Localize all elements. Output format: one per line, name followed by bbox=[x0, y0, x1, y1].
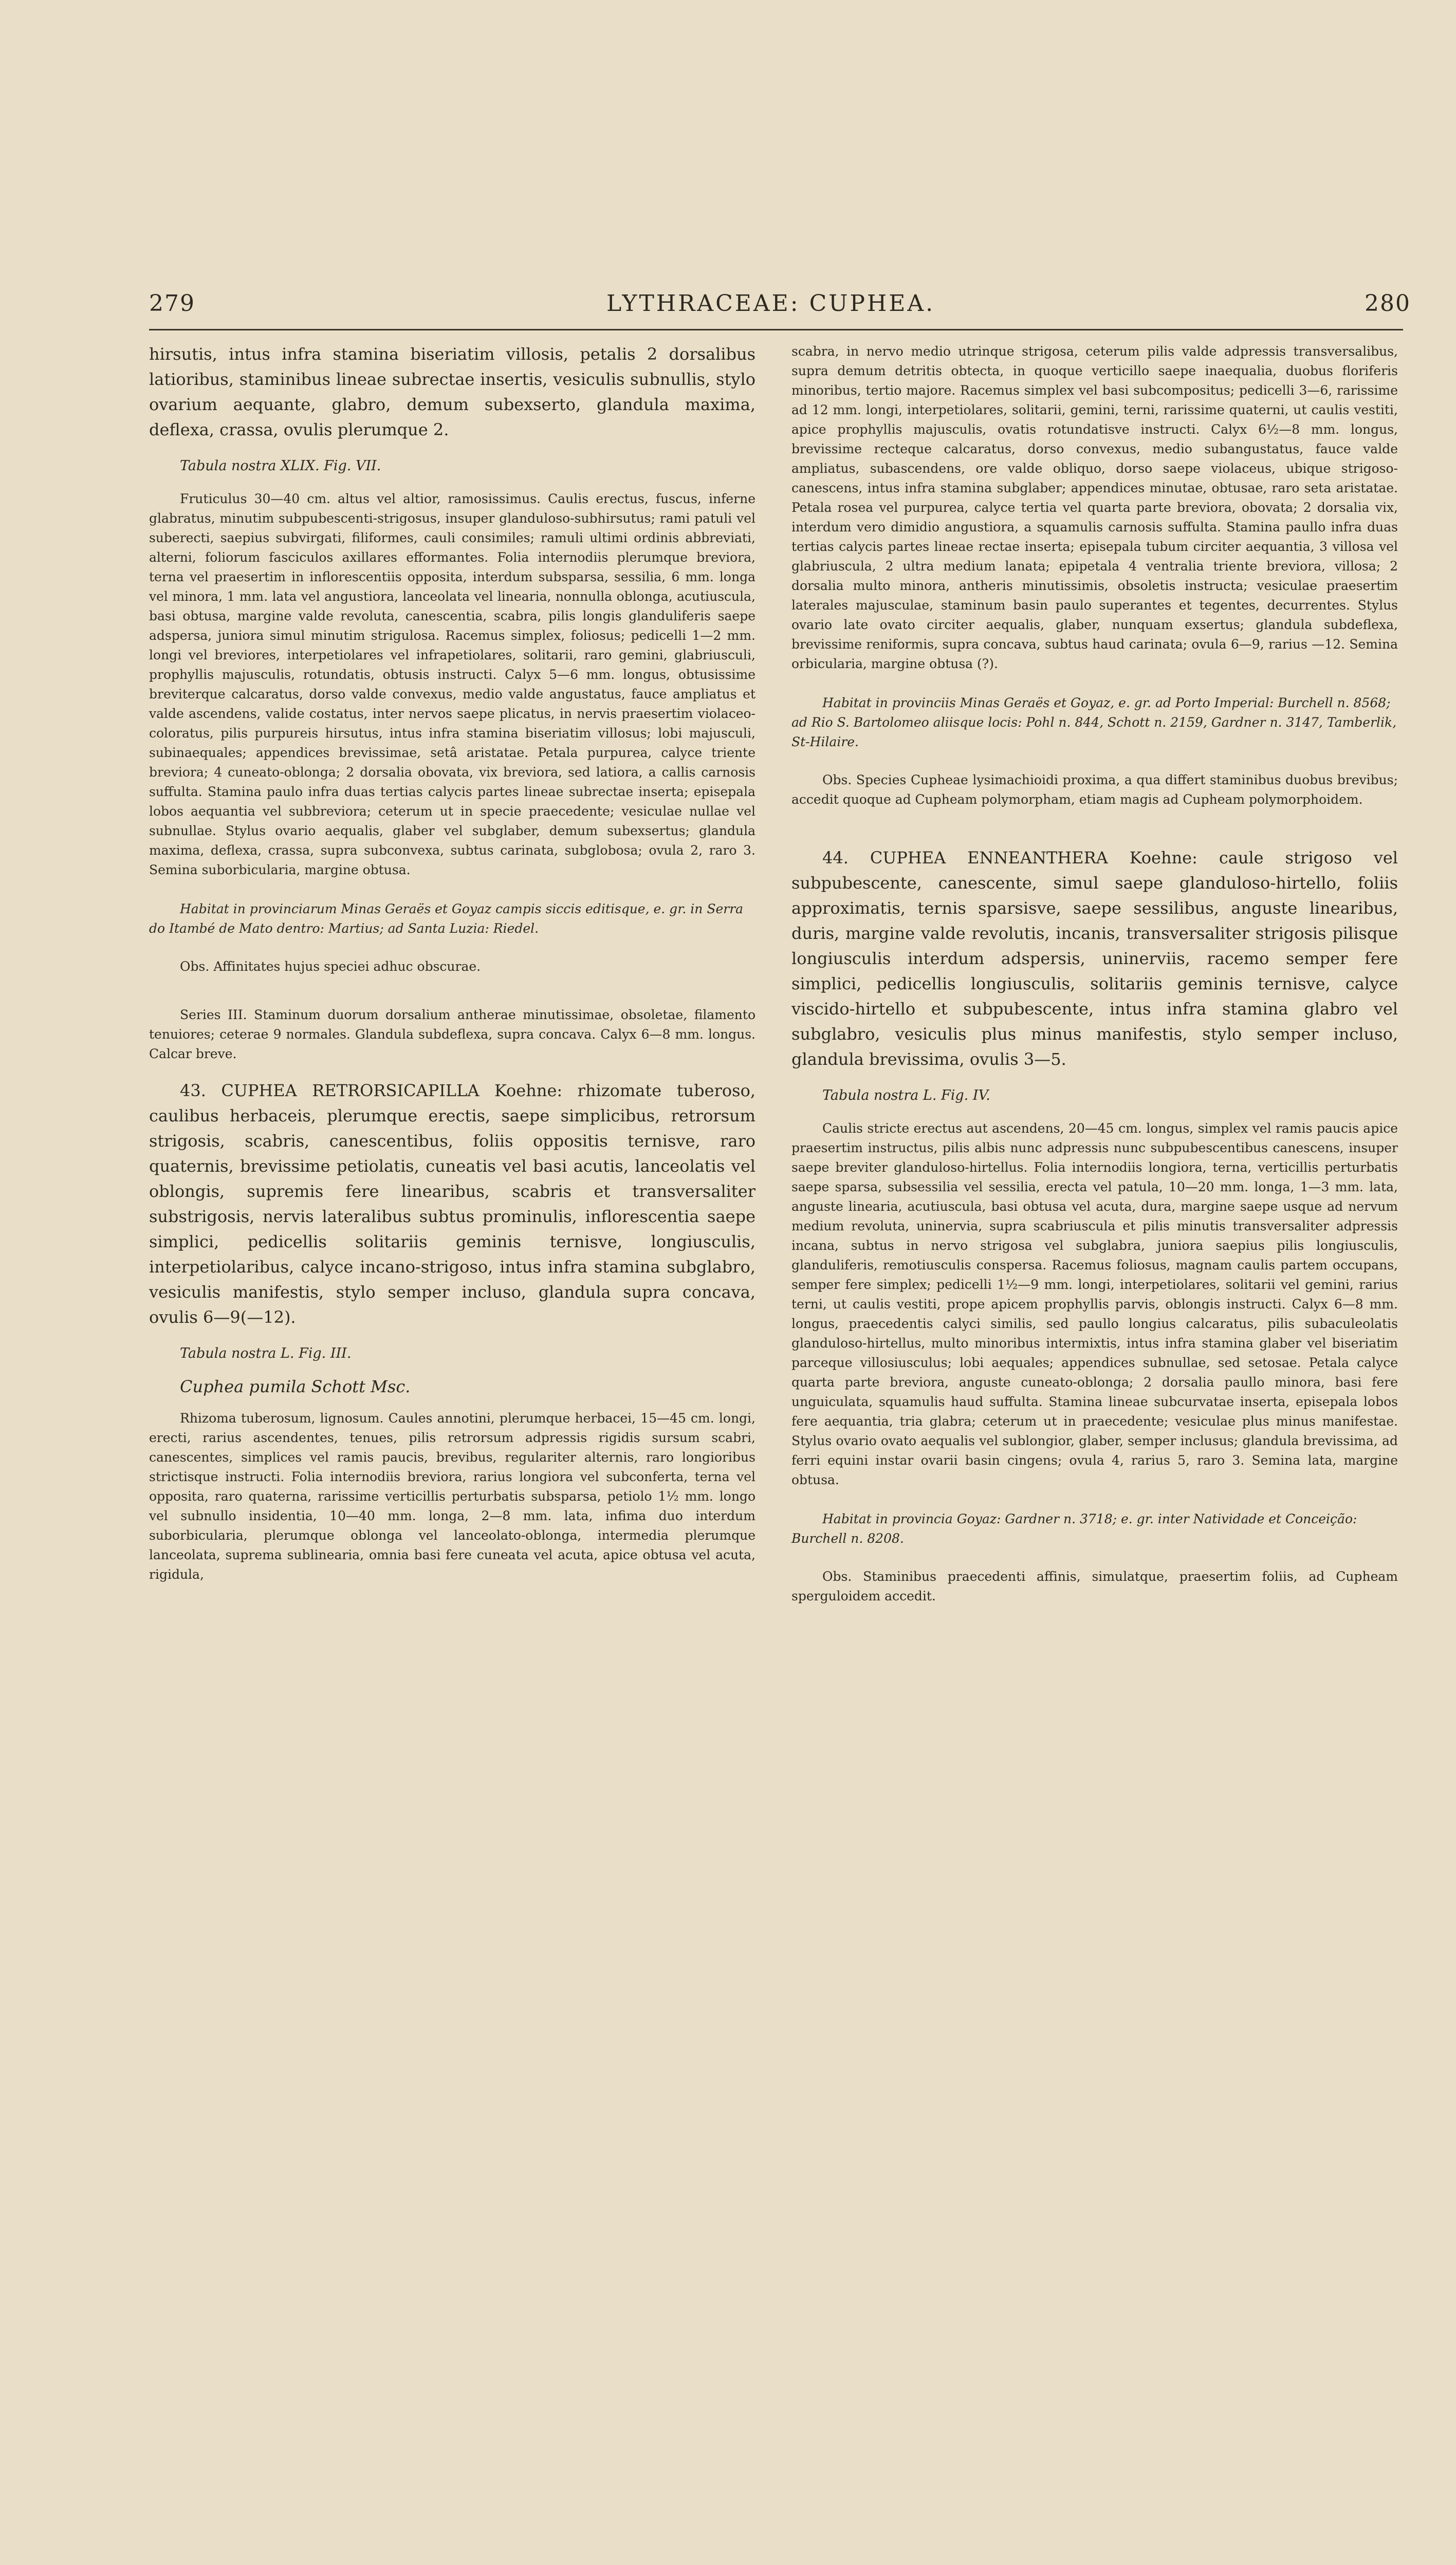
species-44-observation-paragraph: Obs. Staminibus praecedenti affinis, simulatque, praesertim foliis, ad Cupheam sperguloidem accedit. bbox=[791, 1569, 1398, 1603]
species-43-description: Rhizoma tuberosum, lignosum. Caules annotini, plerumque herbacei, 15—45 cm. longi, erecti, rarius ascendentes, tenues, pilis retrorsum adpressis rigidis sursum scabri, canescentes, simplices vel ramis paucis, brevibus, regulariter alternis, raro longioribus strictisque instructi. Folia internodiis breviora, rarius longiora vel subconferta, terna vel opposita, raro quaterna, rarissime verticillis perturbatis subsparsa, petiolo 1½ mm. longo vel subnullo insidentia, 10—40 mm. longa, 2—8 mm. lata, infima duo interdum suborbicularia, plerumque oblonga vel lanceolato-oblonga, intermedia plerumque lanceolata, suprema sublinearia, omnia basi fere cuneata vel acuta, apice obtusa vel acuta, rigidula, bbox=[149, 1411, 755, 1582]
left-description-paragraph: Fruticulus 30—40 cm. altus vel altior, ramosissimus. Caulis erectus, fuscus, inferne glabratus, minutim subpubescenti-strigosus, insuper glanduloso-subhirsutus; rami patuli vel suberecti, saepius subvirgati, filiformes, cauli consimiles; ramuli ultimi ordinis abbreviati, alterni, foliorum fasciculos axillares efformantes. Folia internodiis plerumque breviora, terna vel praesertim in inflorescentiis opposita, interdum subsparsa, sessilia, 6 mm. longa vel minora, 1 mm. lata vel angustiora, lanceolata vel linearia, nonnulla oblonga, acutiuscula, basi obtusa, margine valde revoluta, canescentia, scabra, pilis longis glanduliferis saepe adspersa, juniora simul minutim strigulosa. Racemus simplex, foliosus; pedicelli 1—2 mm. longi vel breviores, interpetiolares vel infrapetiolares, solitarii, raro gemini, glabriusculi, prophyllis majusculis, rotundatis, obtusis instructi. Calyx 5—6 mm. longus, obtusissime breviterque calcaratus, dorso valde convexus, medio valde angustatus, fauce ampliatus et valde ascendens, valide costatus, inter nervos saepe plicatus, in nervis praesertim violaceo-coloratus, pilis purpureis hirsutus, intus infra stamina biseriatim villosus; lobi majusculi, subinaequales; appendices brevissimae, setâ aristatae. Petala purpurea, calyce triente breviora; 4 cuneato-oblonga; 2 dorsalia obovata, vix breviora, sed latiora, a callis carnosis suffulta. Stamina paulo infra duas tertias calycis partes lineae subrectae inserta; episepala lobos aequantia vel subbreviora; ceterum ut in specie praecedente; vesiculae nullae vel subnullae. Stylus ovario aequalis, glaber vel subglaber, demum subexsertus; glandula maxima, deflexa, crassa, supra subconvexa, subtus carinata, subglobosa; ovula 2, raro 3. Semina suborbicularia, margine obtusa. bbox=[149, 491, 755, 877]
species-43-diagnosis: 43. CUPHEA RETRORSICAPILLA Koehne: rhizomate tuberoso, caulibus herbaceis, plerumque erectis, saepe simplicibus, retrorsum strigosis, scabris, canescentibus, foliis oppositis ternisve, raro quaternis, brevissime petiolatis, cuneatis vel basi acutis, lanceolatis vel oblongis, supremis fere linearibus, scabris et transversaliter substrigosis, nervis lateralibus subtus prominulis, inflorescentia saepe simplici, pedicellis solitariis geminis ternisve, longiusculis, interpetiolaribus, calyce incano-strigoso, intus infra stamina subglabro, vesiculis manifestis, stylo semper incluso, glandula supra concava, ovulis 6—9(—12). bbox=[149, 1081, 755, 1327]
species-44-habitat-paragraph: Habitat in provincia Goyaz: Gardner n. 3718; e. gr. inter Natividade et Conceição: Burchell n. 8208. bbox=[791, 1511, 1357, 1546]
species-44-description: Caulis stricte erectus aut ascendens, 20—45 cm. longus, simplex vel ramis paucis apice praesertim instructus, pilis albis nunc adpressis nunc subpubescentibus canescens, insuper saepe breviter glanduloso-hirtellus. Folia internodiis longiora, terna, verticillis perturbatis saepe sparsa, subsessilia vel sessilia, erecta vel patula, 10—20 mm. longa, 1—3 mm. lata, anguste linearia, acutiuscula, basi obtusa vel acuta, dura, margine saepe usque ad nervum medium revoluta, uninervia, supra scabriuscula et pilis minutis transversaliter adpressis incana, subtus in nervo strigosa vel subglabra, juniora saepius pilis longiusculis, glanduliferis, remotiusculis conspersa. Racemus foliosus, magnam caulis partem occupans, semper fere simplex; pedicelli 1½—9 mm. longi, interpetiolares, solitarii vel gemini, rarius terni, ut caulis vestiti, prope apicem prophyllis parvis, oblongis instructi. Calyx 6—8 mm. longus, praecedentis calyci similis, sed paullo longius calcaratus, pilis subaculeolatis glanduloso-hirtellus, multo minoribus intermixtis, intus infra stamina glaber vel biseriatim parceque villosiusculus; lobi aequales; appendices subnullae, sed setosae. Petala calyce quarta parte breviora, anguste cuneato-oblonga; 2 dorsalia paullo minora, basi fere unguiculata, squamulis haud suffulta. Stamina lineae subcurvatae inserta, episepala lobos fere aequantia, tria glabra; ceterum ut in praecedente; vesiculae plus minus manifestae. Stylus ovario ovato aequalis vel sublongior, glaber, semper inclusus; glandula brevissima, ad ferri equini instar ovarii basin cingens; ovula 4, rarius 5, raro 3. Semina lata, margine obtusa. bbox=[791, 1121, 1398, 1487]
left-observation-paragraph: Obs. Affinitates hujus speciei adhuc obscurae. bbox=[180, 959, 481, 974]
left-plate-reference: Tabula nostra XLIX. Fig. VII. bbox=[180, 458, 381, 474]
right-observation-paragraph: Obs. Species Cupheae lysimachioidi proxima, a qua differt staminibus duobus brevibus; accedit quoque ad Cupheam polymorpham, etiam magis ad Cupheam polymorphoidem. bbox=[791, 772, 1398, 807]
left-habitat-paragraph: Habitat in provinciarum Minas Geraës et Goyaz campis siccis editisque, e. gr. in Serra do Itambé de Mato dentro: Martius; ad Santa Luzia: Riedel. bbox=[149, 901, 744, 936]
right-continuation-paragraph: scabra, in nervo medio utrinque strigosa, ceterum pilis valde adpressis transversalibus, supra demum detritis obtecta, in quoque verticillo saepe inaequalia, duobus floriferis minoribus, tertio majore. Racemus simplex vel basi subcompositus; pedicelli 3—6, rarissime ad 12 mm. longi, interpetiolares, solitarii, gemini, terni, rarissime quaterni, ut caulis vestiti, apice prophyllis majusculis, ovatis rotundatisve instructi. Calyx 6½—8 mm. longus, brevissime recteque calcaratus, dorso convexus, medio subangustatus, fauce valde ampliatus, subascendens, ore valde obliquo, dorso saepe violaceus, ubique strigoso-canescens, intus infra stamina subglaber; appendices minutae, obtusae, raro seta aristatae. Petala rosea vel purpurea, calyce tertia vel quarta parte breviora, obovata; 2 dorsalia vix, interdum vero dimidio angustiora, a squamulis carnosis suffulta. Stamina paullo infra duas tertias calycis partes lineae rectae inserta; episepala tubum circiter aequantia, 3 villosa vel glabriuscula, 2 ultra medium lanata; epipetala 4 ventralia triente breviora, villosa; 2 dorsalia multo minora, antheris minutissimis, obsoletis instructa; vesiculae praesertim laterales majusculae, staminum basin paulo superantes et tegentes, decurrentes. Stylus ovario late ovato circiter aequalis, glaber, nunquam exsertus; glandula subdeflexa, brevissime reniformis, supra concava, subtus haud carinata; ovula 6—9, rarius —12. Semina orbicularia, margine obtusa (?). bbox=[791, 344, 1398, 671]
right-habitat-paragraph: Habitat in provinciis Minas Geraës et Goyaz, e. gr. ad Porto Imperial: Burchell n. 8568; ad Rio S. Bartolomeo aliisque locis: Pohl n. 844, Schott n. 2159, Gardner n. 3147, Tamberlik, St-Hilaire. bbox=[791, 695, 1397, 749]
running-title: LYTHRACEAE: CUPHEA. bbox=[606, 290, 935, 317]
species-44-diagnosis: 44. CUPHEA ENNEANTHERA Koehne: caule strigoso vel subpubescente, canescente, simul saepe glanduloso-hirtello, foliis approximatis, ternis sparsisve, saepe sessilibus, anguste linearibus, duris, margine valde revolutis, incanis, transversaliter strigosis pilisque longiusculis interdum adspersis, uninerviis, racemo semper fere simplici, pedicellis longiusculis, solitariis geminis ternisve, calyce viscido-hirtello et subpubescente, intus infra stamina glabro vel subglabro, vesiculis plus minus manifestis, stylo semper incluso, glandula brevissima, ovulis 3—5. bbox=[791, 848, 1398, 1069]
species-44-plate-reference: Tabula nostra L. Fig. IV. bbox=[822, 1087, 990, 1103]
header-rule bbox=[149, 329, 1403, 330]
left-column bbox=[149, 342, 755, 1584]
right-column bbox=[791, 342, 1398, 1606]
species-43-plate-reference: Tabula nostra L. Fig. III. bbox=[180, 1345, 352, 1361]
species-43-synonym: Cuphea pumila Schott Msc. bbox=[180, 1377, 411, 1396]
page-number-left: 279 bbox=[149, 290, 195, 317]
left-continuation-paragraph: hirsutis, intus infra stamina biseriatim villosis, petalis 2 dorsalibus latioribus, staminibus lineae subrectae insertis, vesiculis subnullis, stylo ovarium aequante, glabro, demum subexserto, glandula maxima, deflexa, crassa, ovulis plerumque 2. bbox=[149, 344, 755, 439]
series-paragraph: Series III. Staminum duorum dorsalium antherae minutissimae, obsoletae, filamento tenuiores; ceterae 9 normales. Glandula subdeflexa, supra concava. Calyx 6—8 mm. longus. Calcar breve. bbox=[149, 1007, 755, 1061]
page-number-right: 280 bbox=[1365, 290, 1411, 317]
